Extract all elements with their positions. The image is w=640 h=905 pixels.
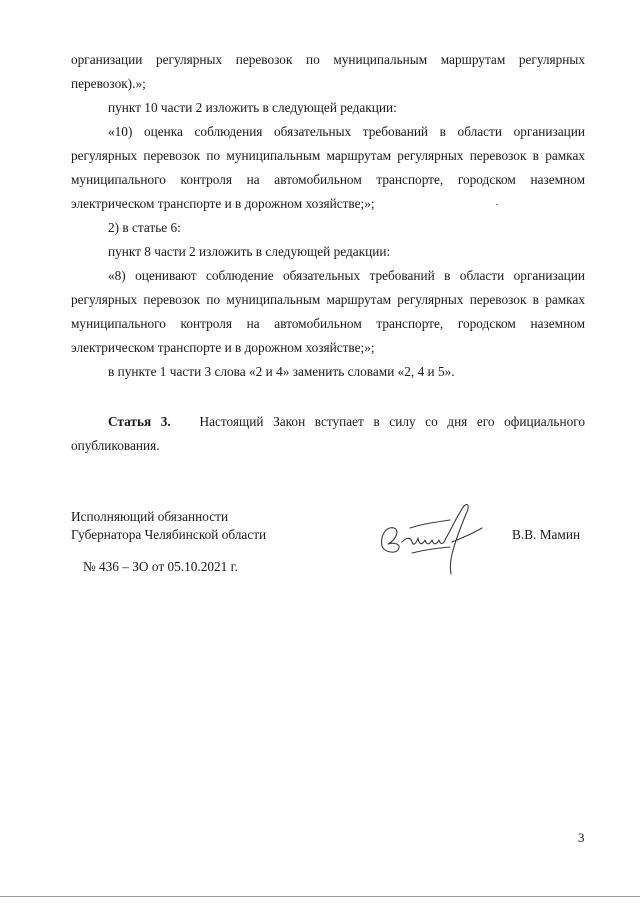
body-text bbox=[71, 48, 585, 384]
signer-position bbox=[71, 508, 266, 544]
paragraph-item-8-intro: пункт 8 части 2 изложить в следующей редакции: bbox=[108, 244, 391, 259]
page-bottom-edge bbox=[0, 896, 640, 897]
paragraph-item-10-intro: пункт 10 части 2 изложить в следующей редакции: bbox=[108, 100, 397, 115]
scan-speck bbox=[496, 204, 498, 205]
paragraph-continuation: организации регулярных перевозок по муниципальным маршрутам регулярных перевозок).»; bbox=[71, 52, 585, 91]
document-number: № 436 – ЗО от 05.10.2021 г. bbox=[83, 559, 238, 574]
handwritten-signature bbox=[372, 498, 487, 578]
paragraph-article-6: 2) в статье 6: bbox=[108, 220, 181, 235]
signer-name: В.В. Мамин bbox=[512, 527, 581, 542]
paragraph-part-3: в пункте 1 части 3 слова «2 и 4» заменить словами «2, 4 и 5». bbox=[108, 364, 455, 379]
paragraph-item-8-text: «8) оценивают соблюдение обязательных требований в области организации регулярных перевозок по муниципальным маршрутам регулярных перевозок в рамках муниципального контроля на автомобильном транспорте, городском наземном электрическом транспорте и в дорожном хозяйстве;»; bbox=[71, 268, 585, 355]
page-number: 3 bbox=[578, 830, 585, 845]
article-3-text: Настоящий Закон вступает в силу со дня его официального опубликования. bbox=[71, 414, 585, 453]
article-3-label: Статья 3. bbox=[108, 414, 171, 429]
paragraph-item-10-text: «10) оценка соблюдения обязательных требований в области организации регулярных перевозок по муниципальным маршрутам регулярных перевозок в рамках муниципального контроля на автомобильном транспорте, городском наземном электрическом транспорте и в дорожном хозяйстве;»; bbox=[71, 124, 585, 211]
article-3-paragraph bbox=[71, 410, 585, 458]
article-3 bbox=[71, 410, 585, 458]
signer-position-line1: Исполняющий обязанности bbox=[71, 509, 229, 524]
signer-position-line2: Губернатора Челябинской области bbox=[71, 527, 267, 542]
